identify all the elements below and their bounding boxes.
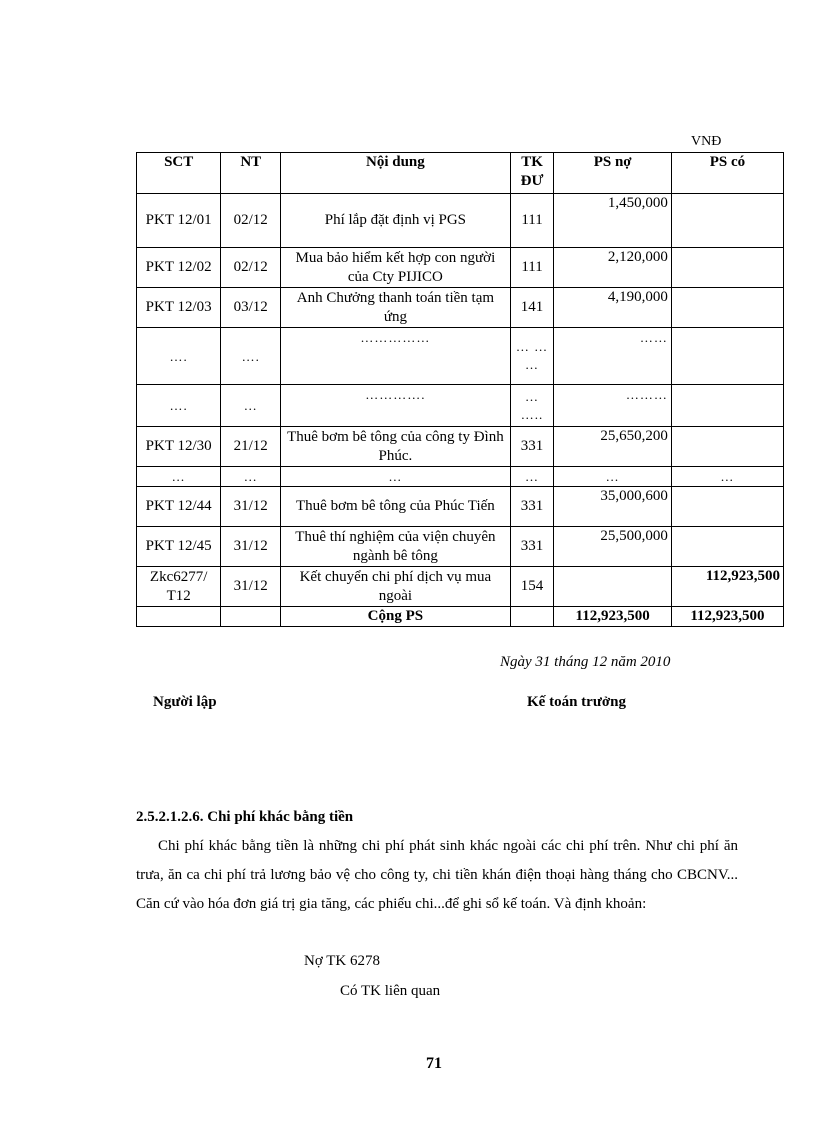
col-header-sct: SCT <box>137 153 221 194</box>
cell-sct: PKT 12/03 <box>137 288 221 328</box>
section-heading: 2.5.2.1.2.6. Chi phí khác bằng tiền <box>136 809 354 825</box>
cell-ps-co <box>671 487 783 527</box>
cell-sct: PKT 12/02 <box>137 248 221 288</box>
page-number: 71 <box>426 1055 442 1072</box>
cell-noi-dung: Mua bảo hiểm kết hợp con người của Cty PIJICO <box>281 248 511 288</box>
cell-noi-dung: …………… <box>281 328 511 385</box>
cell-ps-no: 4,190,000 <box>554 288 671 328</box>
table-row <box>137 527 784 567</box>
cell-nt: 31/12 <box>221 567 281 607</box>
cell-ps-co <box>671 385 783 427</box>
cell-empty <box>137 607 221 627</box>
cell-noi-dung: Phí lắp đặt định vị PGS <box>281 194 511 248</box>
cell-tk: 331 <box>510 427 554 467</box>
cell-nt: 03/12 <box>221 288 281 328</box>
cell-nt: … <box>221 467 281 487</box>
table-row <box>137 248 784 288</box>
col-header-tk-du: TK ĐƯ <box>510 153 554 194</box>
paragraph-text: Chi phí khác bằng tiền là những chi phí phát sinh khác ngoài các chi phí trên. Như chi phí ăn trưa, ăn ca chi phí trả lương bảo vệ cho công ty, chi tiền khán điện thoại hàng tháng cho CBCNV... Căn cứ vào hóa đơn giá trị gia tăng, các phiếu chi...để ghi sổ kế toán. Và định khoản: <box>136 838 738 912</box>
cell-tk: 331 <box>510 527 554 567</box>
currency-unit: VNĐ <box>691 134 722 149</box>
col-header-noi-dung: Nội dung <box>281 153 511 194</box>
cell-tk: 111 <box>510 194 554 248</box>
cell-tk: 154 <box>510 567 554 607</box>
cell-ps-co: … <box>671 467 783 487</box>
cell-nt: …. <box>221 328 281 385</box>
cell-noi-dung: …………. <box>281 385 511 427</box>
col-header-ps-co: PS có <box>671 153 783 194</box>
cell-tk: … … … <box>510 328 554 385</box>
signature-preparer: Người lập <box>153 694 217 710</box>
cell-ps-co <box>671 194 783 248</box>
table-row <box>137 194 784 248</box>
signature-chief-accountant: Kế toán trưởng <box>527 694 626 710</box>
cell-sct: PKT 12/45 <box>137 527 221 567</box>
cell-noi-dung: Thuê thí nghiệm của viện chuyên ngành bê tông <box>281 527 511 567</box>
entry-debit: Nợ TK 6278 <box>304 953 380 969</box>
cell-ps-no: … <box>554 467 671 487</box>
total-label: Cộng PS <box>281 607 511 627</box>
cell-nt: … <box>221 385 281 427</box>
cell-empty <box>510 607 554 627</box>
cell-tk: 111 <box>510 248 554 288</box>
cell-tk: 331 <box>510 487 554 527</box>
entry-credit: Có TK liên quan <box>340 983 441 999</box>
total-ps-co: 112,923,500 <box>671 607 783 627</box>
total-ps-no: 112,923,500 <box>554 607 671 627</box>
cell-sct: …. <box>137 385 221 427</box>
header-row <box>137 153 784 194</box>
cell-sct: PKT 12/44 <box>137 487 221 527</box>
cell-sct: PKT 12/01 <box>137 194 221 248</box>
total-row <box>137 607 784 627</box>
cell-nt: 21/12 <box>221 427 281 467</box>
table-row <box>137 487 784 527</box>
cell-ps-co: 112,923,500 <box>671 567 783 607</box>
cell-noi-dung: Thuê bơm bê tông của Phúc Tiến <box>281 487 511 527</box>
date-line: Ngày 31 tháng 12 năm 2010 <box>500 654 671 670</box>
cell-empty <box>221 607 281 627</box>
col-header-ps-no: PS nợ <box>554 153 671 194</box>
cell-ps-no: …… <box>554 328 671 385</box>
table-row <box>137 567 784 607</box>
cell-noi-dung: … <box>281 467 511 487</box>
cell-ps-no: 25,650,200 <box>554 427 671 467</box>
table-row <box>137 288 784 328</box>
cell-noi-dung: Anh Chưởng thanh toán tiền tạm ứng <box>281 288 511 328</box>
ledger-table <box>136 152 784 627</box>
table-row <box>137 467 784 487</box>
cell-tk: … ….. <box>510 385 554 427</box>
table-row <box>137 328 784 385</box>
cell-nt: 02/12 <box>221 194 281 248</box>
cell-sct: PKT 12/30 <box>137 427 221 467</box>
cell-ps-no: 35,000,600 <box>554 487 671 527</box>
cell-ps-co <box>671 248 783 288</box>
cell-ps-no: 25,500,000 <box>554 527 671 567</box>
cell-ps-no: ……… <box>554 385 671 427</box>
cell-noi-dung: Thuê bơm bê tông của công ty Đình Phúc. <box>281 427 511 467</box>
cell-noi-dung: Kết chuyển chi phí dịch vụ mua ngoài <box>281 567 511 607</box>
cell-nt: 31/12 <box>221 487 281 527</box>
cell-sct: … <box>137 467 221 487</box>
cell-ps-co <box>671 328 783 385</box>
cell-ps-no: 2,120,000 <box>554 248 671 288</box>
cell-ps-no: 1,450,000 <box>554 194 671 248</box>
cell-nt: 02/12 <box>221 248 281 288</box>
cell-tk: 141 <box>510 288 554 328</box>
body-paragraph <box>136 832 738 919</box>
table-row <box>137 427 784 467</box>
cell-ps-co <box>671 427 783 467</box>
cell-ps-no <box>554 567 671 607</box>
cell-ps-co <box>671 288 783 328</box>
cell-nt: 31/12 <box>221 527 281 567</box>
col-header-nt: NT <box>221 153 281 194</box>
cell-sct: …. <box>137 328 221 385</box>
cell-sct: Zkc6277/ T12 <box>137 567 221 607</box>
table-row <box>137 385 784 427</box>
cell-tk: … <box>510 467 554 487</box>
cell-ps-co <box>671 527 783 567</box>
